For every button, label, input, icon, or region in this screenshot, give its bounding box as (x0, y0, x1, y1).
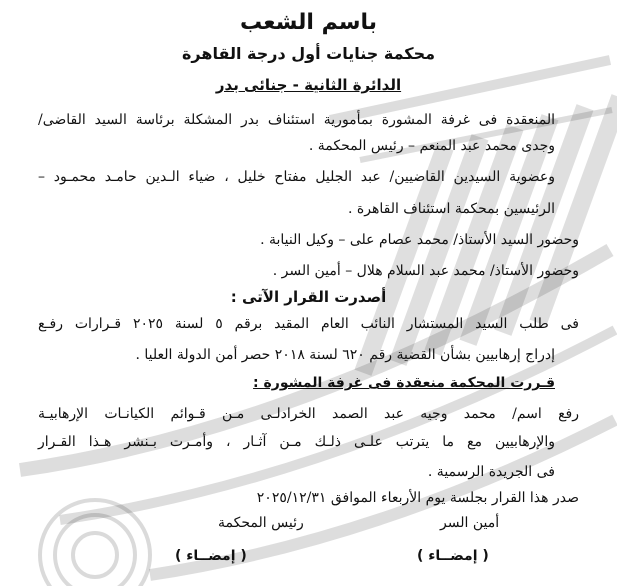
body-line: المنعقدة فى غرفة المشورة بمأمورية استئناف بدر المشكلة برئاسة السيد القاضى/ (38, 112, 555, 128)
secretary-label: أمين السر (440, 515, 500, 531)
court-name: محكمة جنايات أول درجة القاهرة (181, 44, 436, 63)
ruling-line: رفع اسم/ محمد وجيه عبد الصمد الخرادلـى مـن قـوائم الكيانـات الإرهابيـة (38, 406, 579, 422)
body-line: وجدى محمد عبد المنعم – رئيس المحكمة . (308, 138, 555, 154)
body-line: وحضور الأستاذ/ محمد عبد السلام هلال – أمين السر . (272, 263, 579, 279)
ruling-line: والإرهابيين مع ما يترتب علـى ذلـك مـن آثـار ، وأمـرت بـنشر هـذا القـرار (38, 434, 555, 450)
president-signature: ( إمضــاء ) (175, 548, 247, 564)
decision-line: إدراج إرهابيين بشأن القضية رقم ٦٢٠ لسنة ٢٠١٨ حصر أمن الدولة العليا . (135, 347, 555, 363)
issued-date-line: صدر هذا القرار بجلسة يوم الأربعاء الموافق ٢٠٢٥/١٢/٣١ (256, 490, 579, 506)
body-line: وعضوية السيدين القاضيين/ عبد الجليل مفتاح خليل ، ضياء الـدين حامـد محمـود – (38, 169, 555, 185)
ruling-line: فى الجريدة الرسمية . (427, 464, 555, 480)
decision-heading: أصدرت القرار الآتى : (230, 288, 387, 306)
page-title: باسم الشعب (240, 10, 377, 35)
ruling-heading: قـررت المحكمة منعقدة فى غرفة المشورة : (253, 375, 555, 391)
secretary-signature: ( إمضــاء ) (417, 548, 489, 564)
decision-line: فى طلب السيد المستشار النائب العام المقيد برقم ٥ لسنة ٢٠٢٥ قـرارات رفـع (38, 316, 579, 332)
circuit-name: الدائرة الثانية - جنائى بدر (215, 76, 402, 94)
body-line: الرئيسين بمحكمة استئناف القاهرة . (348, 201, 555, 217)
body-line: وحضور السيد الأستاذ/ محمد عصام على – وكيل النيابة . (260, 232, 579, 248)
president-label: رئيس المحكمة (218, 515, 304, 531)
